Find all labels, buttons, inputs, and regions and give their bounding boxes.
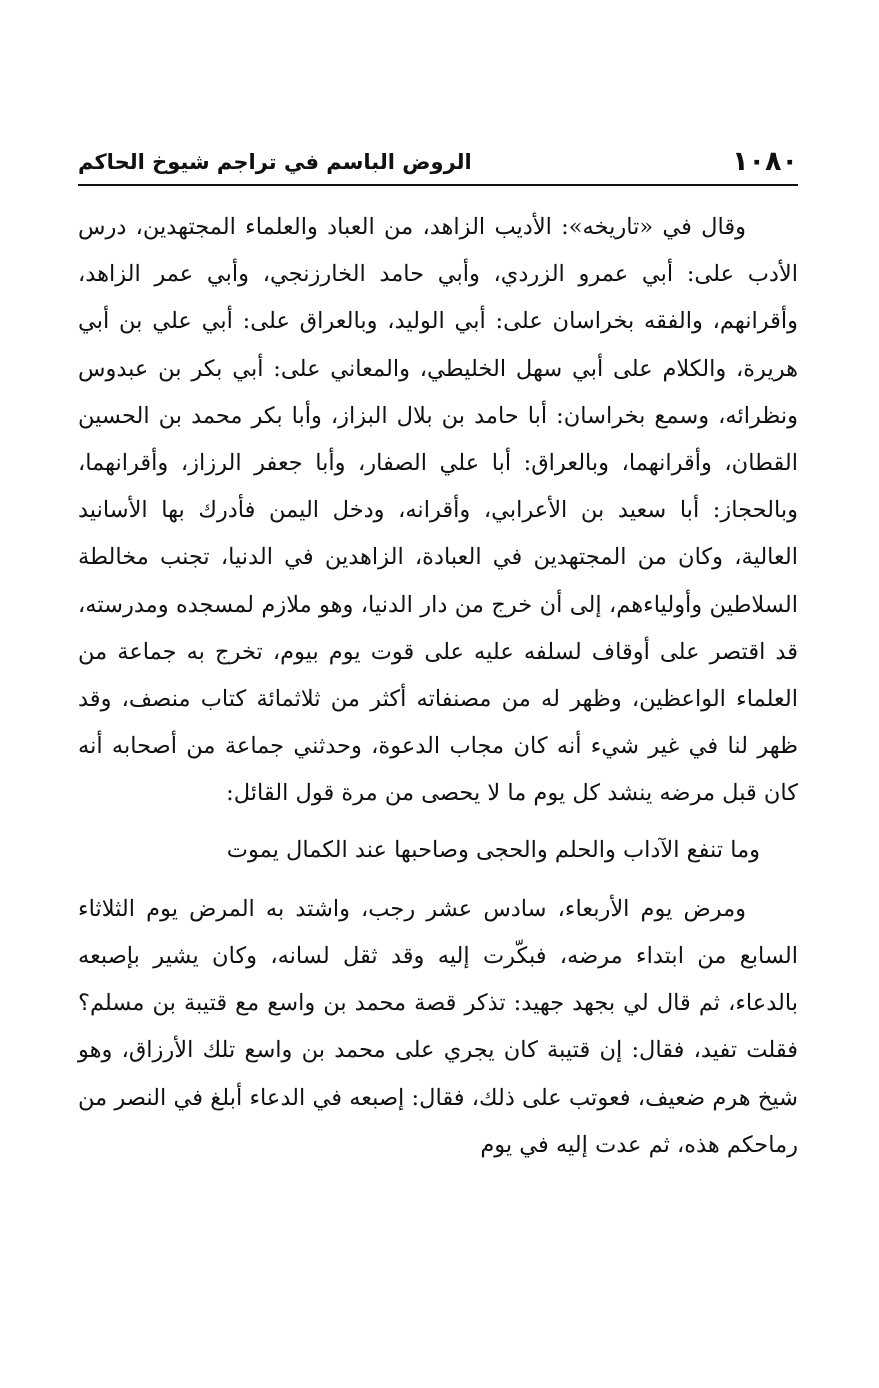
running-header [78, 142, 798, 182]
main-text [78, 204, 798, 1169]
poetry-verse: وما تنفع الآداب والحلم والحجى وصاحبها عند الكمال يموت [226, 836, 760, 863]
book-title: الروض الباسم في تراجم شيوخ الحاكم [78, 150, 472, 174]
paragraph-biography: وقال في «تاريخه»: الأديب الزاهد، من العباد والعلماء المجتهدين، درس الأدب على: أبي عمرو الزردي، وأبي حامد الخارزنجي، وأبي عمر الزاهد، وأقرانهم، والفقه بخراسان على: أبي الوليد، وبالعراق على: أبي علي بن أبي هريرة، والكلام على أبي سهل الخليطي، والمعاني على: أبي بكر بن عبدوس ونظرائه، وسمع بخراسان: أبا حامد بن بلال البزاز، وأبا بكر محمد بن الحسين القطان، وأقرانهما، وبالعراق: أبا علي الصفار، وأبا جعفر الرزاز، وأقرانهما، وبالحجاز: أبا سعيد بن الأعرابي، وأقرانه، ودخل اليمن فأدرك بها الأسانيد العالية، وكان من المجتهدين في العبادة، الزاهدين في الدنيا، تجنب مخالطة السلاطين وأولياءهم، إلى أن خرج من دار الدنيا، وهو ملازم لمسجده ومدرسته، قد اقتصر على أوقاف لسلفه عليه على قوت يوم بيوم، تخرج به جماعة من العلماء الواعظين، وظهر له من مصنفاته أكثر من ثلاثمائة كتاب منصف، وقد ظهر لنا في غير شيء أنه كان مجاب الدعوة، وحدثني جماعة من أصحابه أنه كان قبل مرضه ينشد كل يوم ما لا يحصى من مرة قول القائل: [78, 214, 798, 807]
page-number: ١٠٨٠ [732, 146, 798, 177]
paragraph-illness: ومرض يوم الأربعاء، سادس عشر رجب، واشتد به المرض يوم الثلاثاء السابع من ابتداء مرضه، فبكّرت إليه وقد ثقل لسانه، وكان يشير بإصبعه بالدعاء، ثم قال لي بجهد جهيد: تذكر قصة محمد بن واسع مع قتيبة بن مسلم؟ فقلت تفيد، فقال: إن قتيبة كان يجري على محمد بن واسع تلك الأرزاق، وهو شيخ هرم ضعيف، فعوتب على ذلك، فقال: إصبعه في الدعاء أبلغ في النصر من رماحكم هذه، ثم عدت إليه في يوم [78, 895, 798, 1158]
header-rule [78, 184, 798, 186]
